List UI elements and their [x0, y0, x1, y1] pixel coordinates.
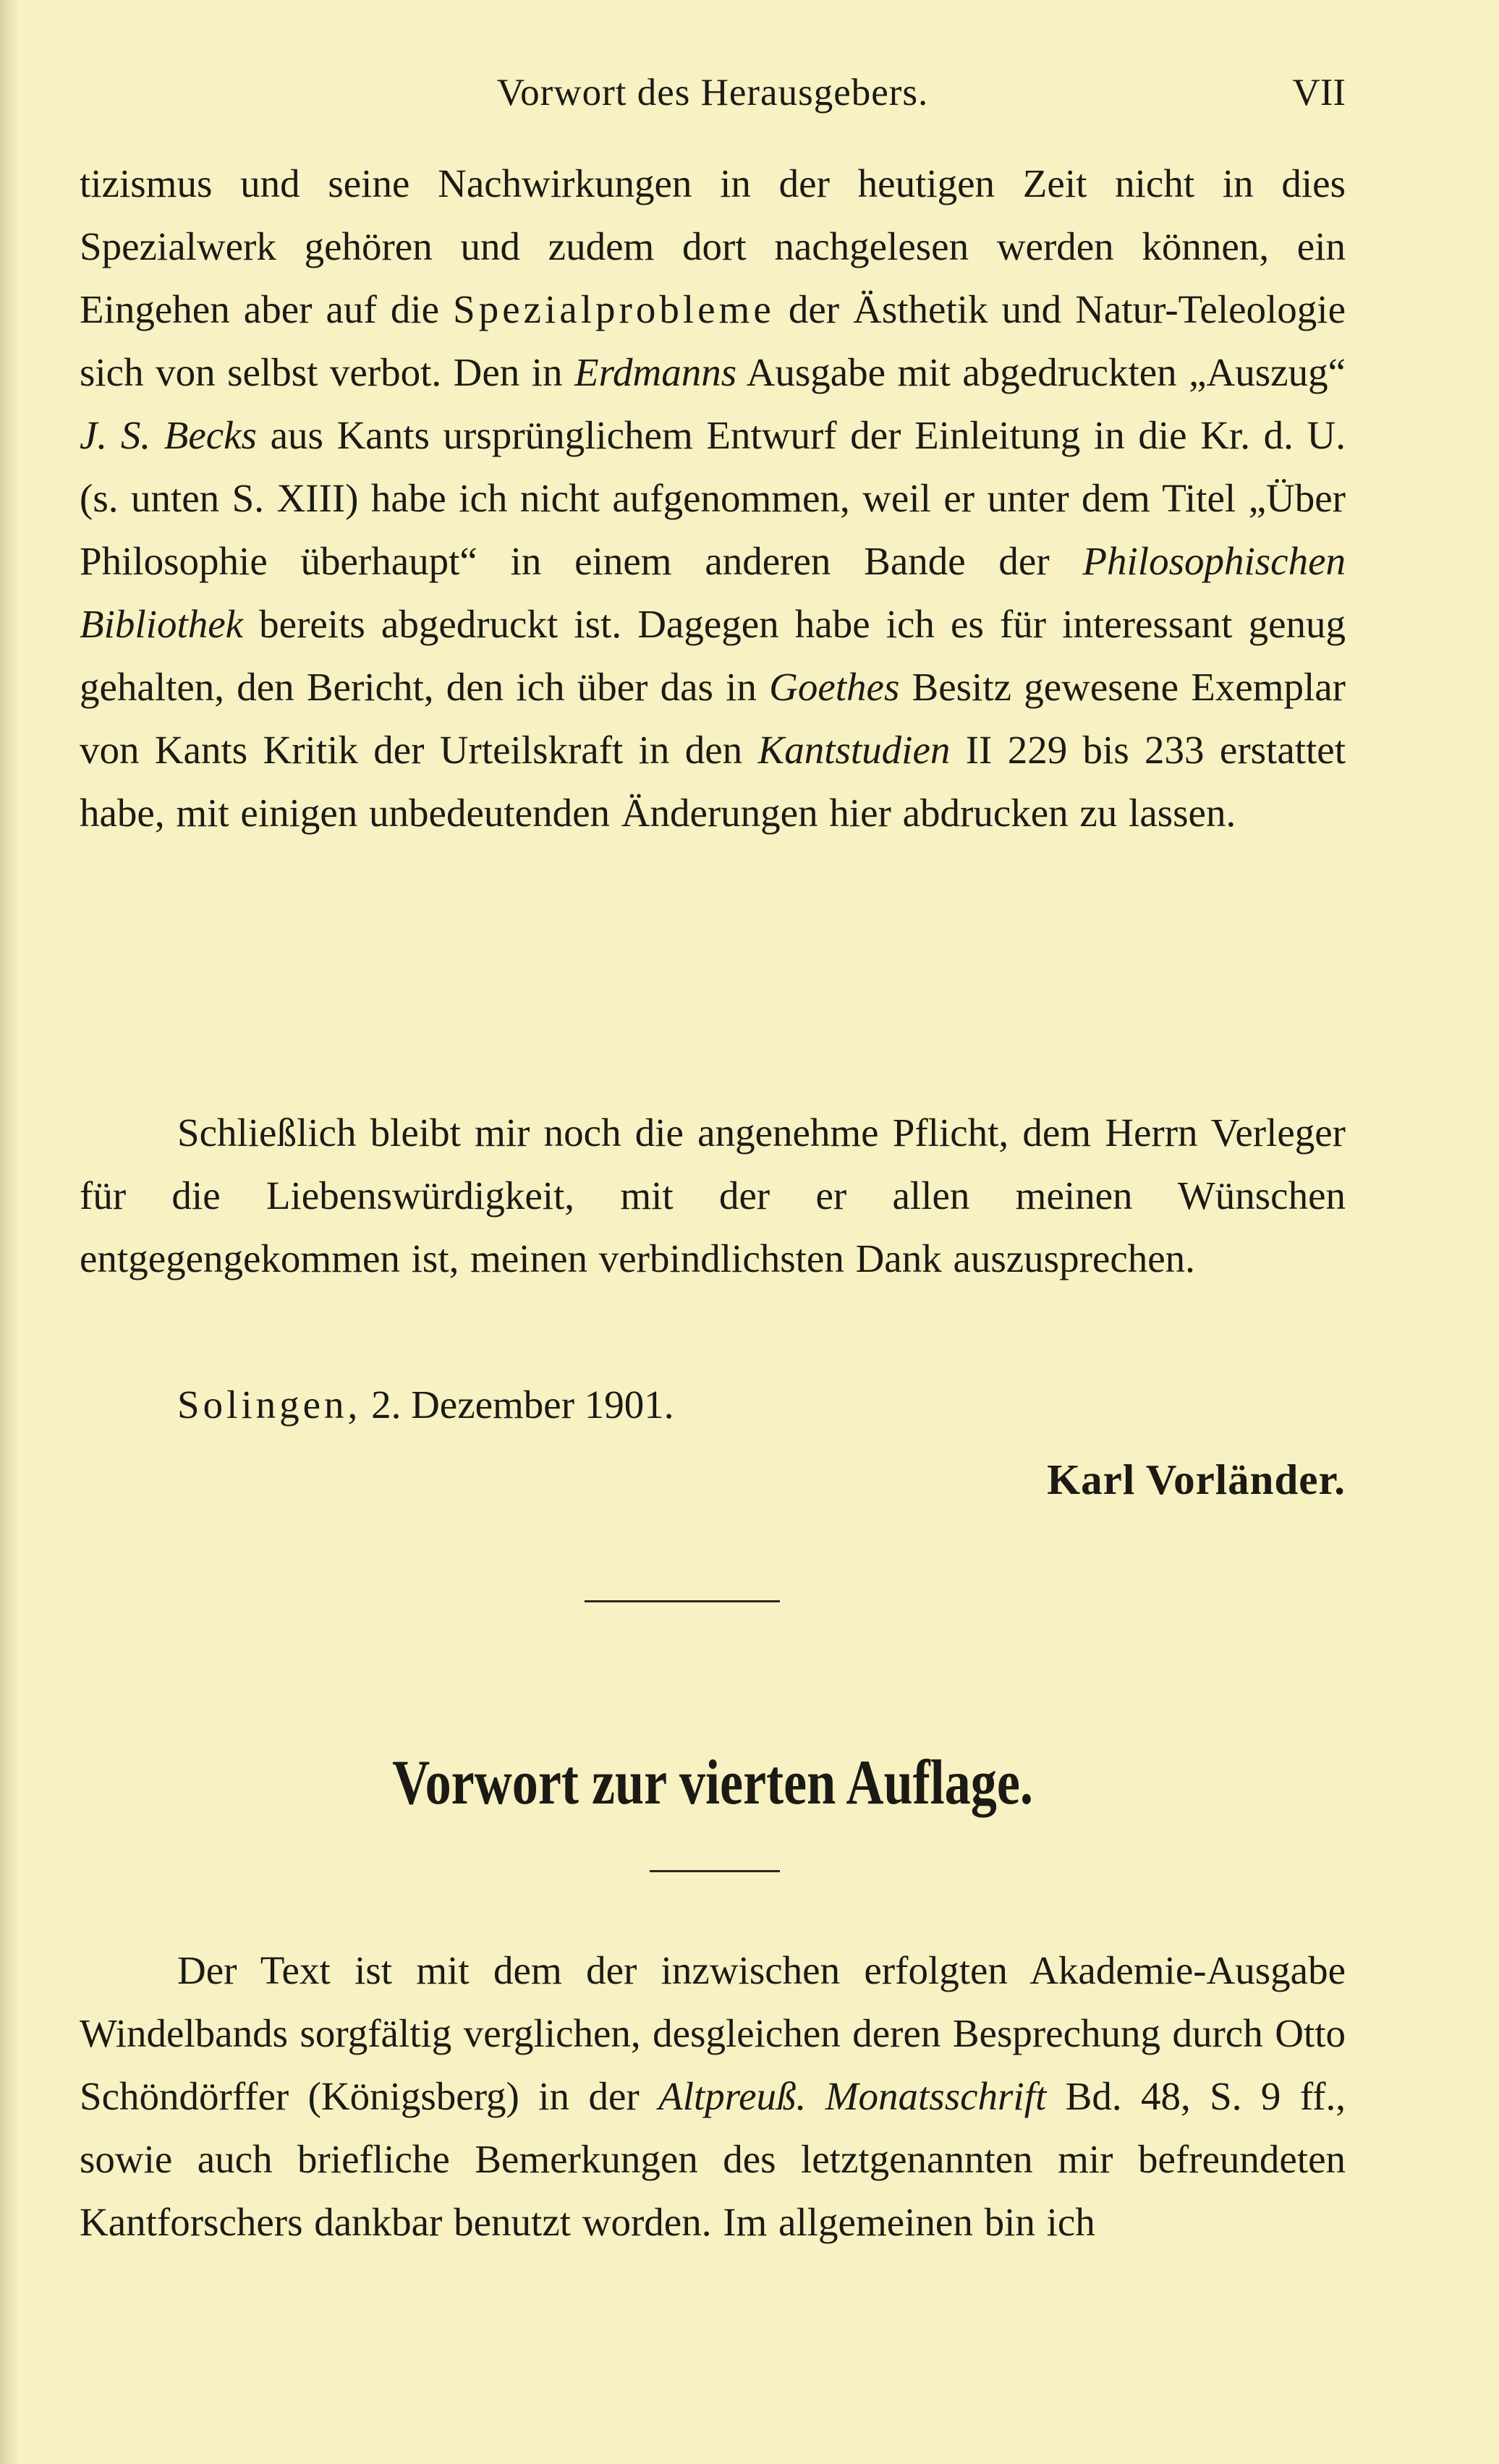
page-edge — [0, 0, 19, 2464]
text-run: bereits abgedruckt ist. Dagegen habe ich es für interessant genug gehalten, den Bericht, den ich über das in — [80, 602, 1346, 709]
italic-name: Goethes — [769, 665, 900, 709]
text-run: Bd. 48, S. 9 ff., sowie auch briefliche Bemerkungen des letztgenannten mir befreundeten Kantforschers dankbar benutzt worden. Im allgemeinen bin ich — [80, 2074, 1346, 2244]
italic-title: Altpreuß. Monatsschrift — [658, 2074, 1047, 2118]
text-run: Ausgabe mit abgedruckten „Auszug“ — [736, 350, 1346, 394]
section-title: Vorwort zur vierten Auflage. — [392, 1748, 1033, 1818]
signature: Karl Vorländer. — [1047, 1456, 1346, 1503]
dateline-date: 2. Dezember 1901. — [361, 1382, 674, 1427]
dateline — [177, 1373, 674, 1436]
page-number: VII — [1292, 72, 1346, 114]
text-run: aus Kants ursprünglichem Entwurf der Einleitung in die Kr. d. U. (s. unten S. XIII) habe ich nicht aufgenommen, weil er unter dem Titel „Über Philosophie überhaupt“ in einem anderen Bande der — [80, 413, 1346, 583]
italic-title: Kantstudien — [757, 728, 951, 772]
section-divider — [585, 1600, 780, 1602]
page-header — [80, 64, 1346, 122]
italic-name: Erdmanns — [574, 350, 737, 394]
italic-title: Philosophischen Bibliothek — [80, 539, 1346, 646]
text-run: Der Text ist mit dem der inzwischen erfolgten Akademie-Ausgabe Windelbands sorgfältig verglichen, desgleichen deren Besprechung durch Otto Schöndörffer (Königsberg) in der — [80, 1948, 1346, 2118]
emphasis-spaced: Spezialprobleme — [453, 287, 775, 331]
title-rule — [650, 1870, 780, 1872]
paragraph-continuation — [80, 152, 1346, 844]
paragraph-fourth-edition — [80, 1939, 1346, 2253]
text-run: tizismus und seine Nachwirkungen in der heutigen Zeit nicht in dies Spezialwerk gehören und zudem dort nachgelesen werden können, ein Eingehen aber auf die — [80, 161, 1346, 331]
text-run: Besitz gewesene Exemplar von Kants Kritik der Urteilskraft in den — [80, 665, 1346, 772]
italic-name: J. S. Becks — [80, 413, 257, 457]
dateline-place: Solingen, — [177, 1382, 362, 1427]
paragraph-thanks: Schließlich bleibt mir noch die angenehme Pflicht, dem Herrn Verleger für die Liebenswürdigkeit, mit der er allen meinen Wünschen entgegengekommen ist, meinen verbindlichsten Dank auszusprechen. — [80, 1110, 1346, 1280]
text-run: der Ästhetik und Natur-Teleologie sich von selbst verbot. Den in — [80, 287, 1346, 394]
text-run: II 229 bis 233 erstattet habe, mit einigen unbedeutenden Änderungen hier abdrucken zu lassen. — [80, 728, 1346, 835]
running-head: Vorwort des Herausgebers. — [496, 72, 929, 114]
